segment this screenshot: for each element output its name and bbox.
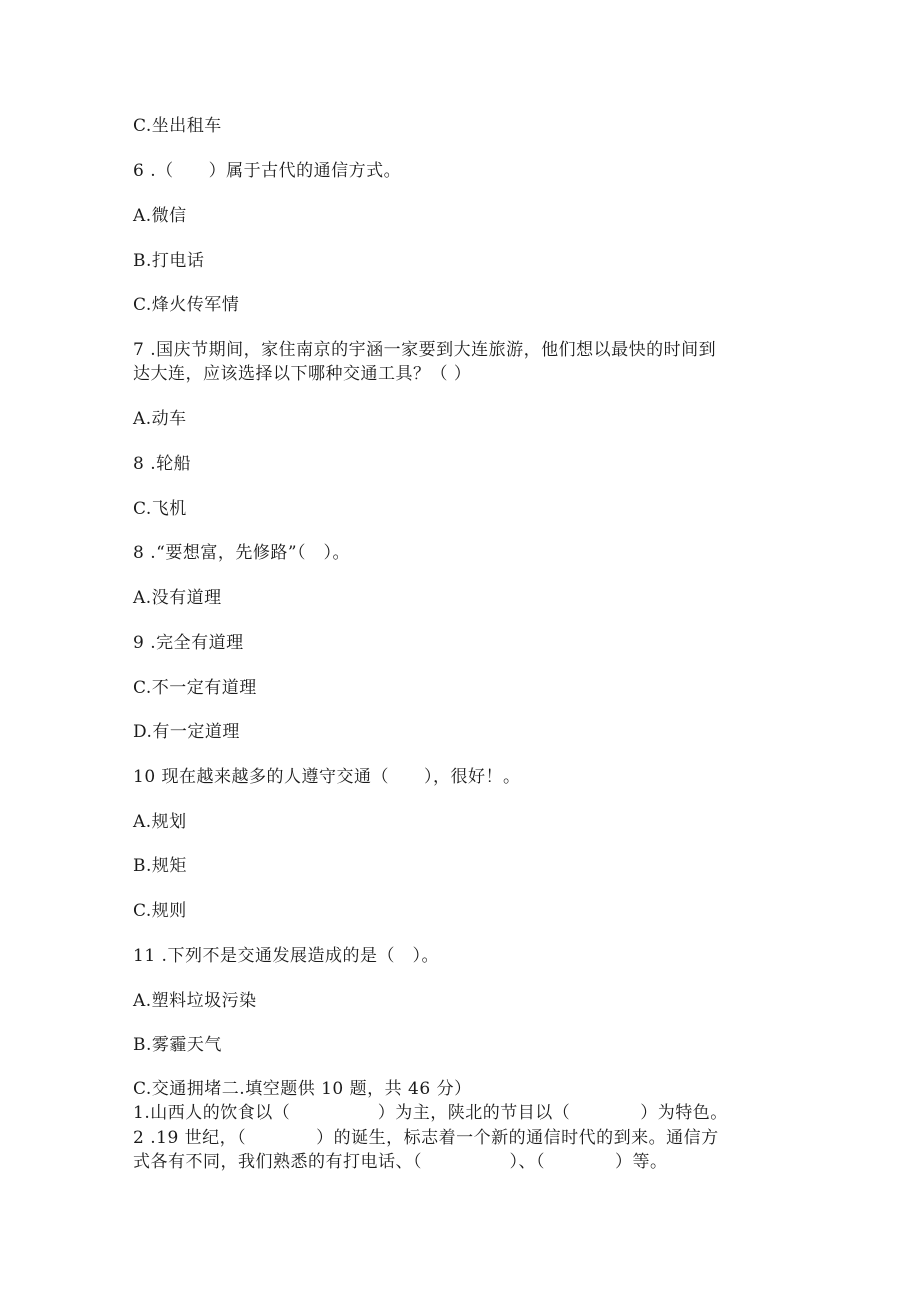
option-10c: C.规则 (133, 901, 187, 921)
question-8: 8 .“要想富，先修路”（ ）。 (133, 543, 351, 563)
fill-question-1: 1.山西人的饮食以（ ）为主，陕北的节目以（ ）为特色。 (133, 1103, 728, 1123)
option-11c-section-header: C.交通拥堵二.填空题供 10 题，共 46 分） (133, 1079, 472, 1099)
option-8d: D.有一定道理 (133, 722, 240, 742)
option-7a: A.动车 (133, 409, 187, 429)
option-7b: 8 .轮船 (133, 454, 192, 474)
option-6b: B.打电话 (133, 251, 205, 271)
option-6c: C.烽火传军情 (133, 295, 240, 315)
option-8a: A.没有道理 (133, 588, 222, 608)
option-6a: A.微信 (133, 206, 187, 226)
option-10a: A.规划 (133, 812, 187, 832)
question-10: 10 现在越来越多的人遵守交通（ ），很好！。 (133, 767, 521, 787)
question-7-line-2: 达大连，应该选择以下哪种交通工具？（ ） (133, 364, 472, 384)
option-5c: C.坐出租车 (133, 116, 222, 136)
option-11a: A.塑料垃圾污染 (133, 991, 257, 1011)
option-10b: B.规矩 (133, 856, 187, 876)
question-11: 11 .下列不是交通发展造成的是（ ）。 (133, 946, 439, 966)
fill-question-2-line-1: 2 .19 世纪，（ ）的诞生，标志着一个新的通信时代的到来。通信方 (133, 1128, 719, 1148)
question-7-line-1: 7 .国庆节期间，家住南京的宇涵一家要到大连旅游，他们想以最快的时间到 (133, 340, 717, 360)
question-6: 6 .（ ）属于古代的通信方式。 (133, 161, 402, 181)
option-7c: C.飞机 (133, 499, 187, 519)
option-11b: B.雾霾天气 (133, 1035, 222, 1055)
option-8c: C.不一定有道理 (133, 678, 257, 698)
fill-question-2-line-2: 式各有不同，我们熟悉的有打电话、（ ）、（ ）等。 (133, 1152, 668, 1172)
option-8b: 9 .完全有道理 (133, 633, 244, 653)
